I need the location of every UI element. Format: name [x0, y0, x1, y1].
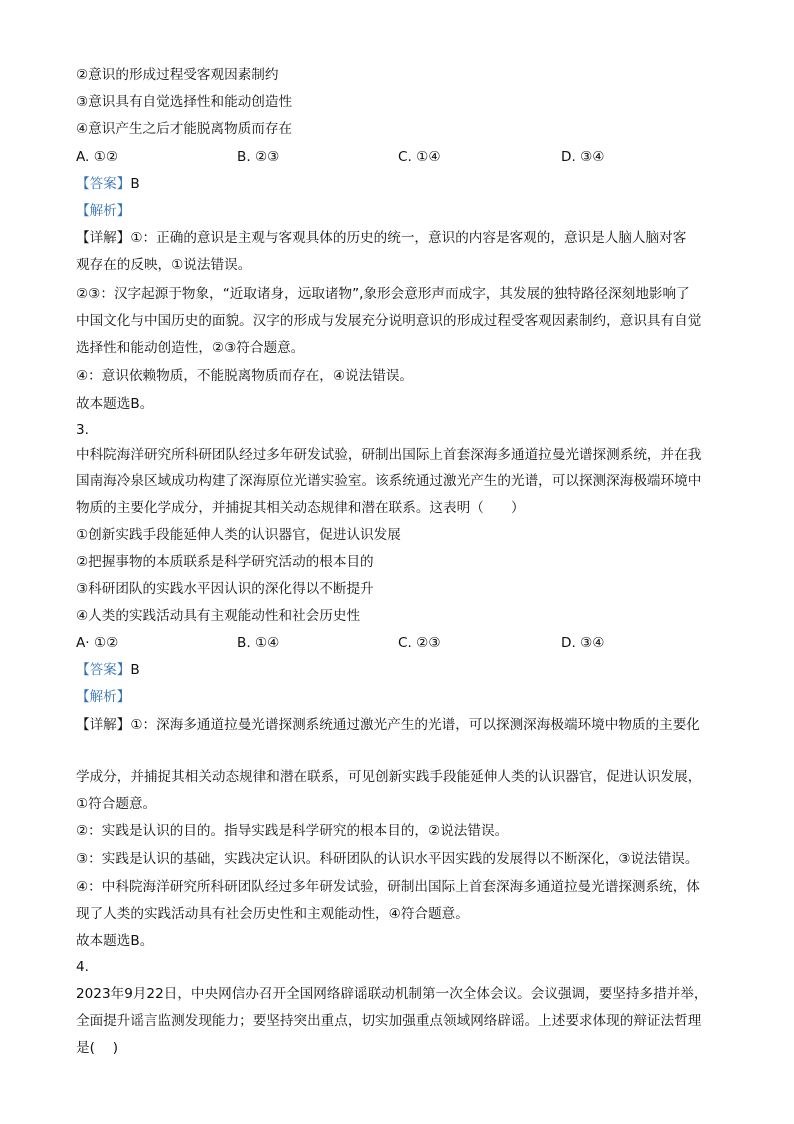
q4-number: 4.: [76, 959, 89, 975]
q2-answer: [76, 175, 140, 193]
q2-choice-a: A. ①②: [76, 149, 119, 165]
q4-stem-line-3: 是( ): [76, 1040, 119, 1056]
q3-choice-b: B. ①④: [237, 635, 280, 651]
detail-tag: 【详解】: [76, 230, 131, 246]
q3-choice-d: D. ③④: [561, 635, 605, 651]
q2-detail-line-3: ②③：汉字起源于物象，“近取诸身，远取诸物”,象形会意形声而成字，其发展的独特路径深刻地影响了: [76, 286, 690, 302]
q2-option-statement-3: ③意识具有自觉选择性和能动创造性: [76, 94, 293, 110]
q3-detail-line-1: [76, 716, 700, 734]
answer-value: B: [130, 662, 140, 678]
q4-stem-line-2: 全面提升谣言监测发现能力；要坚持突出重点，切实加强重点领域网络辟谣。上述要求体现的辩证法哲理: [76, 1013, 702, 1029]
q3-detail-line-6: ④：中科院海洋研究所科研团队经过多年研发试验，研制出国际上首套深海多通道拉曼光谱探测系统，体: [76, 879, 700, 895]
q3-analysis-tag: 【解析】: [76, 689, 131, 705]
q2-option-statement-4: ④意识产生之后才能脱离物质而存在: [76, 121, 293, 137]
q3-choice-c: C. ②③: [398, 635, 441, 651]
answer-tag: 【答案】: [76, 176, 131, 192]
q3-detail-line-2: 学成分，并捕捉其相关动态规律和潜在联系，可见创新实践手段能延伸人类的认识器官，促进认识发展，: [76, 769, 702, 785]
q2-detail-line-4: 中国文化与中国历史的面貌。汉字的形成与发展充分说明意识的形成过程受客观因素制约，意识具有自觉: [76, 313, 702, 329]
q3-stem-line-2: 国南海冷泉区域成功构建了深海原位光谱实验室。该系统通过激光产生的光谱，可以探测深海极端环境中: [76, 473, 702, 489]
q2-detail-line-6: ④：意识依赖物质，不能脱离物质而存在，④说法错误。: [76, 368, 414, 384]
q3-option-statement-3: ③科研团队的实践水平因认识的深化得以不断提升: [76, 581, 374, 597]
detail-text: ①：正确的意识是主观与客观具体的历史的统一，意识的内容是客观的，意识是人脑人脑对客: [130, 230, 687, 246]
detail-text: ①：深海多通道拉曼光谱探测系统通过激光产生的光谱，可以探测深海极端环境中物质的主要化: [130, 717, 700, 733]
q3-detail-line-7: 现了人类的实践活动具有社会历史性和主观能动性，④符合题意。: [76, 906, 469, 922]
q3-stem-line-1: 中科院海洋研究所科研团队经过多年研发试验，研制出国际上首套深海多通道拉曼光谱探测系统，并在我: [76, 447, 702, 463]
q3-detail-line-5: ③：实践是认识的基础，实践决定认识。科研团队的认识水平因实践的发展得以不断深化，③说法错误。: [76, 851, 699, 867]
q3-option-statement-4: ④人类的实践活动具有主观能动性和社会历史性: [76, 608, 361, 624]
q2-conclusion: 故本题选B。: [76, 396, 154, 412]
q3-stem-line-3: 物质的主要化学成分，并捕捉其相关动态规律和潜在联系。这表明（ ）: [76, 500, 525, 516]
q3-answer: [76, 661, 140, 679]
q3-detail-line-4: ②：实践是认识的目的。指导实践是科学研究的根本目的，②说法错误。: [76, 823, 509, 839]
q2-detail-line-1: [76, 229, 686, 247]
q2-analysis-tag: 【解析】: [76, 203, 131, 219]
q3-option-statement-1: ①创新实践手段能延伸人类的认识器官，促进认识发展: [76, 527, 401, 543]
answer-value: B: [130, 176, 140, 192]
q3-option-statement-2: ②把握事物的本质联系是科学研究活动的根本目的: [76, 554, 374, 570]
q2-choice-d: D. ③④: [561, 149, 605, 165]
q2-option-statement-2: ②意识的形成过程受客观因素制约: [76, 67, 279, 83]
q2-choice-b: B. ②③: [237, 149, 280, 165]
q2-detail-line-2: 观存在的反映，①说法错误。: [76, 257, 252, 273]
detail-tag: 【详解】: [76, 717, 131, 733]
q2-choice-c: C. ①④: [398, 149, 441, 165]
q3-detail-line-3: ①符合题意。: [76, 796, 157, 812]
q4-stem-line-1: 2023年9月22日，中央网信办召开全国网络辟谣联动机制第一次全体会议。会议强调，要坚持多措并举，: [76, 986, 708, 1002]
answer-tag: 【答案】: [76, 662, 131, 678]
q2-detail-line-5: 选择性和能动创造性，②③符合题意。: [76, 340, 305, 356]
q3-number: 3.: [76, 422, 89, 438]
q3-choice-a: A· ①②: [76, 635, 119, 651]
q3-conclusion: 故本题选B。: [76, 933, 154, 949]
